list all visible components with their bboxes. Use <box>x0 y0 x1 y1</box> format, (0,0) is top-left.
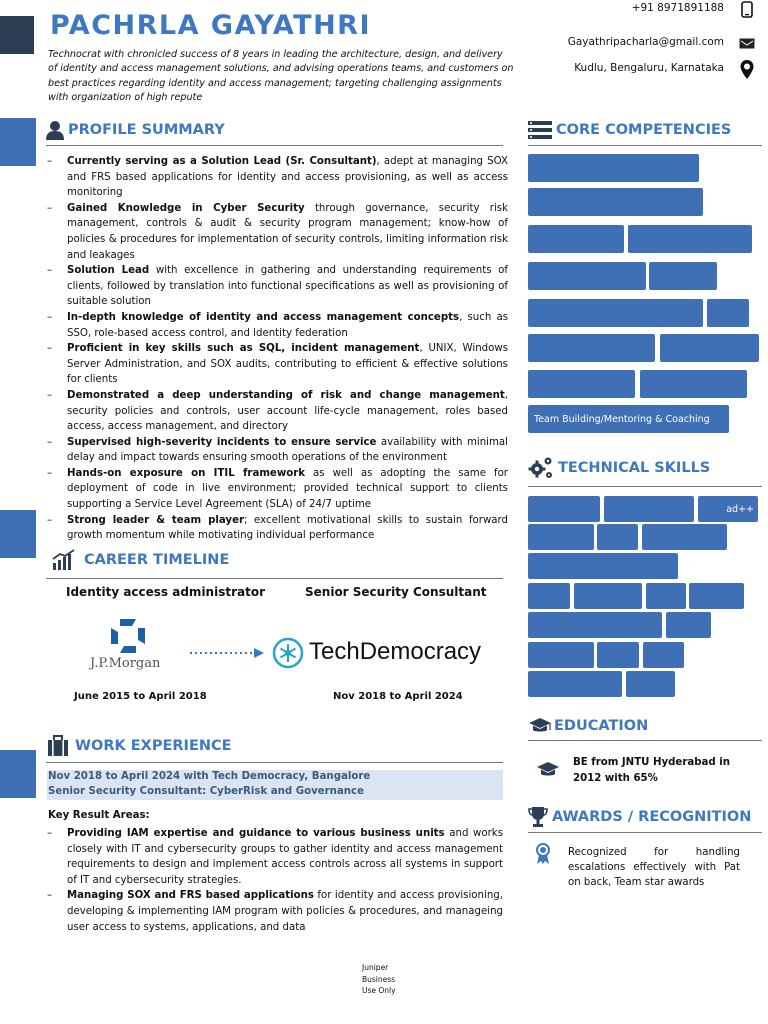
profile-summary-title: PROFILE SUMMARY <box>68 122 225 138</box>
skill-pill <box>528 612 662 638</box>
work-experience-rule <box>46 762 503 763</box>
competency-pill: Team Building/Mentoring & Coaching <box>528 405 729 433</box>
footer-classification <box>362 962 396 997</box>
edge-decoration-career <box>0 510 36 558</box>
timeline-date-1: June 2015 to April 2018 <box>74 691 207 702</box>
competency-pill <box>528 225 624 253</box>
techdemocracy-logo-icon <box>272 637 304 669</box>
competency-pill <box>649 262 717 290</box>
skill-pill <box>528 583 570 609</box>
competency-pill <box>528 262 646 290</box>
jpmorgan-logo-text: J.P.Morgan <box>90 656 161 671</box>
profile-summary-item-bold: Hands-on exposure on ITIL framework <box>67 467 306 479</box>
competency-pill <box>628 225 752 253</box>
career-timeline-title: CAREER TIMELINE <box>84 552 230 568</box>
skill-pill <box>642 524 727 550</box>
profile-summary-item-bold: Gained Knowledge in Cyber Security <box>67 202 305 214</box>
skill-pill <box>528 496 600 522</box>
career-timeline-rule <box>46 578 503 579</box>
career-timeline-heading <box>52 549 229 571</box>
profile-summary-item-text: , UNIX, Windows Server Administration, and SOX audits, contributing to efficient & effective solutions for clients <box>67 343 509 386</box>
techdemocracy-logo-text: TechDemocracy <box>309 638 482 665</box>
competency-pill <box>528 370 635 398</box>
skill-pill <box>528 671 622 697</box>
education-title: EDUCATION <box>554 718 649 734</box>
skill-pill <box>646 583 686 609</box>
profile-summary-item-text: ; excellent motivational skills to sustain forward growth momentum while motivating individual performance <box>67 514 508 542</box>
profile-summary-item <box>47 263 508 310</box>
profile-summary-item-bold: Supervised high-severity incidents to ensure service <box>67 436 377 448</box>
profile-summary-item <box>47 466 508 513</box>
profile-summary-rule <box>46 145 503 146</box>
skill-pill <box>597 524 638 550</box>
technical-skills-title: TECHNICAL SKILLS <box>558 460 711 476</box>
awards-rule <box>528 832 762 833</box>
profile-summary-item <box>47 201 508 263</box>
person-icon <box>46 120 64 140</box>
skill-pill <box>689 583 744 609</box>
footer-line-2: Business <box>362 974 396 984</box>
footer-line-3: Use Only <box>362 986 396 995</box>
profile-summary-item-text: , adept at managing SOX and FRS based applications for identity and access provisioning, as well as access monitoring <box>67 156 508 199</box>
profile-summary-item-bold: Currently serving as a Solution Lead (Sr. Consultant) <box>67 156 377 167</box>
awards-heading <box>528 806 751 828</box>
work-kra-list <box>47 826 503 935</box>
awards-title: AWARDS / RECOGNITION <box>552 809 752 825</box>
skill-pill <box>574 583 642 609</box>
work-kra-item-text: for identity and access provisioning, developing & implementing IAM program with policies & procedures, and manageing user access to systems, applications, and data <box>67 890 503 933</box>
competency-pill <box>660 334 759 362</box>
work-kra-item <box>47 826 503 888</box>
profile-summary-item-bold: Solution Lead <box>67 265 150 277</box>
profile-summary-item-text: , such as SSO, role-based access control, and identity federation <box>67 311 509 339</box>
profile-summary-item <box>47 341 508 388</box>
core-competencies-rule <box>528 145 762 146</box>
competency-pill <box>528 188 703 216</box>
skill-pill <box>643 642 684 668</box>
profile-summary-item <box>47 154 508 201</box>
edge-decoration-work <box>0 750 36 798</box>
chart-icon <box>52 549 76 571</box>
profile-summary-item-bold: Proficient in key skills such as SQL, incident management <box>67 343 420 355</box>
skill-pill <box>528 642 594 668</box>
location-pin-icon <box>738 58 756 80</box>
graduation-cap-icon <box>528 716 552 736</box>
timeline-arrow-icon <box>190 645 266 664</box>
profile-summary-item <box>47 388 508 435</box>
education-rule <box>528 740 762 741</box>
skill-pill <box>666 612 711 638</box>
key-result-areas-label: Key Result Areas: <box>48 810 150 821</box>
skill-pill <box>528 553 678 579</box>
work-role-line: Senior Security Consultant: CyberRisk and Governance <box>48 786 364 797</box>
skill-pill <box>597 642 639 668</box>
work-employer-line: Nov 2018 to April 2024 with Tech Democracy, Bangalore <box>48 771 371 782</box>
candidate-name: PACHRLA GAYATHRI <box>50 10 371 41</box>
email-address: Gayathripacharla@gmail.com <box>567 36 724 48</box>
location: Kudlu, Bengaluru, Karnataka <box>574 62 724 74</box>
work-kra-item-bold: Managing SOX and FRS based applications <box>67 890 314 902</box>
profile-summary-item <box>47 435 508 466</box>
profile-summary-item <box>47 310 508 341</box>
tagline: Technocrat with chronicled success of 8 years in leading the architecture, design, and delivery of identity and access management solutions, and advising operations teams, and customers on best practices regarding identity and access management; targeting challenging assignments with organization of high repute <box>48 49 514 103</box>
competency-pill <box>528 299 703 327</box>
education-heading <box>528 716 648 736</box>
work-kra-item-bold: Providing IAM expertise and guidance to various business units <box>67 828 445 839</box>
skill-pill <box>528 524 594 550</box>
edge-decoration-top <box>0 16 34 54</box>
technical-skills-rule <box>528 486 762 487</box>
award-ribbon-icon <box>535 843 551 869</box>
profile-summary-item-text: as well as adopting the same for deployment of code in live environment; provided technical support to clients supporting a Service Level Agreement (SLA) of 24/7 uptime <box>67 467 508 511</box>
work-kra-item-text: and works closely with IT and cybersecurity groups to gather identity and access management requirements to design and implement access controls across all systems in support of IT and cybersecurity strategies. <box>67 828 503 886</box>
gears-icon <box>528 456 554 480</box>
awards-text: Recognized for handling escalations effectively with Pat on back, Team star awards <box>568 847 740 889</box>
footer-line-1: Juniper <box>362 963 389 972</box>
list-icon <box>528 120 552 140</box>
timeline-role-1: Identity access administrator <box>66 585 266 599</box>
timeline-date-2: Nov 2018 to April 2024 <box>333 691 463 702</box>
profile-summary-heading <box>46 120 225 140</box>
profile-summary-item-text: with excellence in gathering and understanding requirements of clients, followed by translation into functional specifications as well as provisioning of suitable solution <box>67 265 509 308</box>
email-icon <box>738 34 756 52</box>
graduation-cap-small-icon <box>536 760 560 784</box>
briefcase-icon <box>47 735 69 757</box>
phone-icon <box>738 0 756 18</box>
work-experience-heading <box>47 735 232 757</box>
trophy-icon <box>528 806 548 828</box>
core-competencies-heading <box>528 120 731 140</box>
profile-summary-item-text: , security policies and controls, user account life-cycle management, roles based access, access management, and directory <box>67 389 508 433</box>
competency-pill <box>640 370 747 398</box>
profile-summary-item-bold: In-depth knowledge of identity and access management concepts <box>67 311 460 323</box>
edge-decoration-profile <box>0 118 36 166</box>
profile-summary-item <box>47 513 508 544</box>
profile-summary-item-text: through governance, security risk management, controls & audit & security program management; know-how of policies & procedures for implementation of security controls, limiting information risk and leakages <box>67 202 508 261</box>
competency-pill <box>707 299 749 327</box>
timeline-role-2: Senior Security Consultant <box>305 585 487 599</box>
skill-pill <box>604 496 694 522</box>
skill-pill <box>626 671 675 697</box>
technical-skills-heading <box>528 456 710 480</box>
competency-pill <box>528 334 655 362</box>
work-kra-item <box>47 888 503 935</box>
jpmorgan-logo-icon <box>108 616 148 656</box>
phone-number: +91 8971891188 <box>631 2 724 14</box>
profile-summary-list <box>47 154 508 544</box>
profile-summary-item-text: availability with minimal delay and impact towards ensuring smooth operations of the environment <box>67 436 508 464</box>
profile-summary-item-bold: Demonstrated a deep understanding of risk and change management <box>67 389 505 401</box>
competency-pill <box>528 154 699 182</box>
education-text: BE from JNTU Hyderabad in 2012 with 65% <box>573 757 730 784</box>
skill-pill: ad++ <box>698 496 758 522</box>
core-competencies-title: CORE COMPETENCIES <box>556 122 732 138</box>
work-experience-title: WORK EXPERIENCE <box>75 738 232 754</box>
profile-summary-item-bold: Strong leader & team player <box>67 514 245 526</box>
